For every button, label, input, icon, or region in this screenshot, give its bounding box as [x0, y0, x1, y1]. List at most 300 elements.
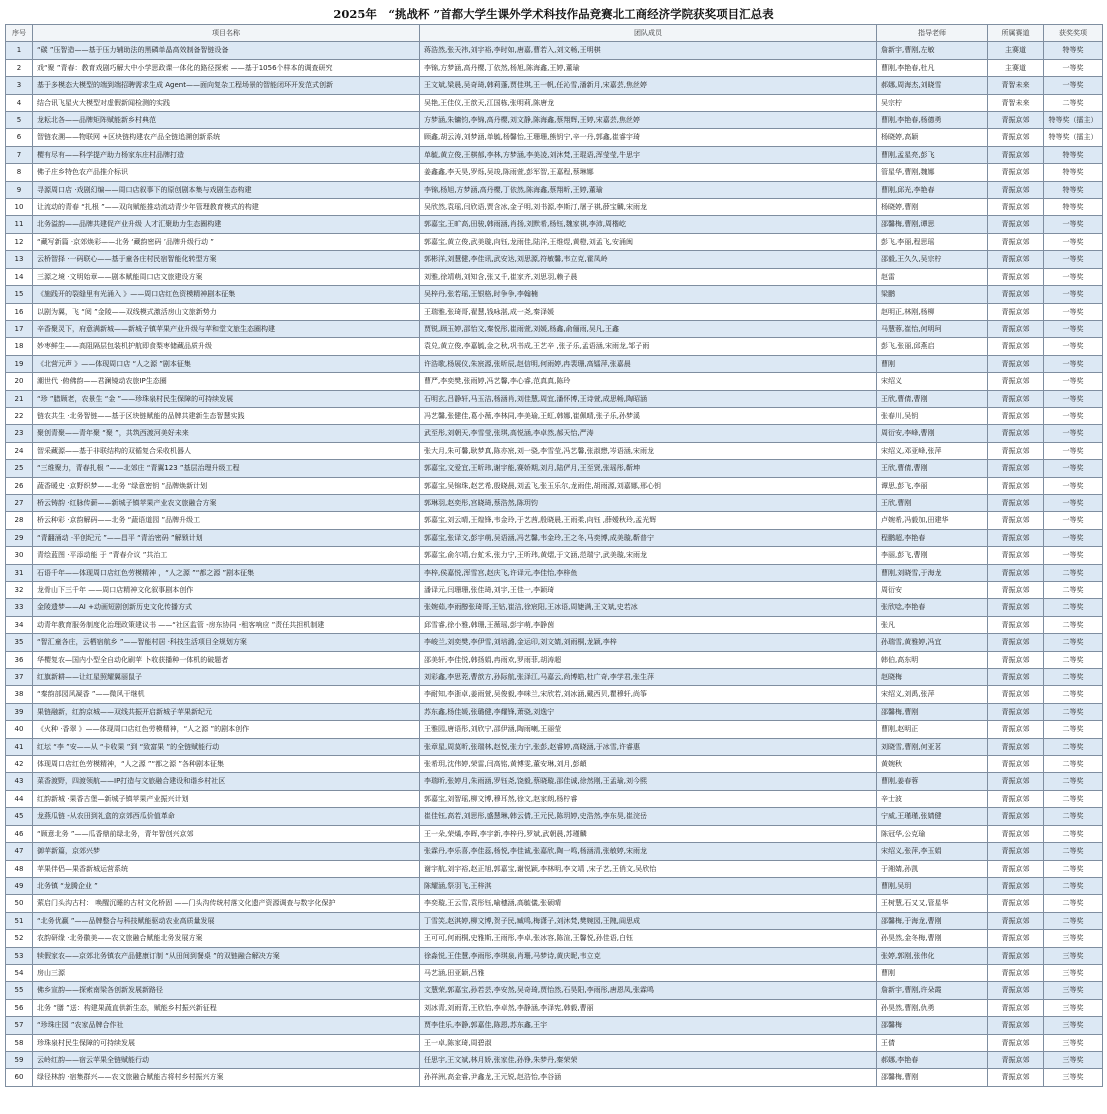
table-row: [6, 460, 1103, 477]
cell-project-name: 龙燕瓜链 -从农田到礼盒的京郊西瓜价值革命: [33, 808, 420, 825]
cell-project-name: 北务 “膳 ”送：构建果蔬直供新生态，赋能乡村振兴新征程: [33, 999, 420, 1016]
cell-track: 青智未来: [988, 94, 1044, 111]
cell-advisors: 宋绍义: [877, 373, 988, 390]
cell-index: 55: [6, 982, 33, 999]
cell-team-members: 李耐知,李浙卓,姜雨萱,吴俊毅,李咪兰,宋欣若,刘冰涵,戴西贝,瞿穆轩,尚筝: [420, 686, 877, 703]
cell-award: 三等奖: [1044, 930, 1103, 947]
cell-team-members: 邵美轩,李佳悦,韩扬娟,冉雨欢,罗雨菲,胡涛超: [420, 651, 877, 668]
cell-award: 一等奖: [1044, 77, 1103, 94]
cell-track: 青振京郊: [988, 268, 1044, 285]
cell-project-name: 珍珠泉村民生保障的可持续发展: [33, 1034, 420, 1051]
cell-index: 20: [6, 373, 33, 390]
cell-advisors: 王欣,曹倩,曹刚: [877, 390, 988, 407]
cell-award: 三等奖: [1044, 1051, 1103, 1068]
cell-track: 青振京郊: [988, 547, 1044, 564]
cell-track: 青智未来: [988, 77, 1044, 94]
cell-award: 一等奖: [1044, 529, 1103, 546]
cell-team-members: 袁兑,黄立俊,李嘉毓,金之秋,巩书成,王艺辛 ,张子乐,孟语涵,宋雨龙,邹子雨: [420, 338, 877, 355]
cell-award: 三等奖: [1044, 1069, 1103, 1086]
cell-project-name: 萦启门头沟古村： 唤醒沉睡的古村文化桥固 ——门头沟传统村落文化遗产资源调查与数字化保护: [33, 895, 420, 912]
cell-award: 三等奖: [1044, 999, 1103, 1016]
cell-award: 一等奖: [1044, 251, 1103, 268]
cell-project-name: 潮世代 ·俯佛韵——君澜镜动农旅IP生态圈: [33, 373, 420, 390]
cell-track: 青振京郊: [988, 1034, 1044, 1051]
cell-project-name: 樱有尽有——科学提产助力杨家东庄村品牌打造: [33, 146, 420, 163]
cell-index: 21: [6, 390, 33, 407]
cell-track: 青振京郊: [988, 529, 1044, 546]
cell-team-members: 文慧荣,郭嘉宝,孙若芸,李安然,吴奇琦,贾怡然,石昊阳,李雨彤,唐恩凤,张霖鸣: [420, 982, 877, 999]
cell-track: 青振京郊: [988, 790, 1044, 807]
cell-award: 一等奖: [1044, 268, 1103, 285]
cell-index: 24: [6, 442, 33, 459]
cell-team-members: 刘彩鑫,李思茺,曹歆方,孙际航,张泽江,马嘉云,尚博皓,杜广奇,李学君,张生萍: [420, 669, 877, 686]
cell-team-members: 王雅园,唐语彤,刘欣宁,邵伊涵,陶雨喇,王丽莹: [420, 721, 877, 738]
cell-award: 二等奖: [1044, 616, 1103, 633]
cell-track: 青振京郊: [988, 233, 1044, 250]
cell-advisors: 邵毅,王久久,吴宗柠: [877, 251, 988, 268]
cell-team-members: 王一卓,陈家琦,周碧淑: [420, 1034, 877, 1051]
cell-project-name: 佛乡宣韵——探索南梁各创新发展新路径: [33, 982, 420, 999]
cell-advisors: 于湘婧,孙凯: [877, 860, 988, 877]
cell-track: 青振京郊: [988, 494, 1044, 511]
cell-project-name: 龙耘北各——品牌矩阵赋能新乡村典范: [33, 112, 420, 129]
cell-advisors: 谭思,彭飞,李丽: [877, 477, 988, 494]
cell-advisors: 张春川,吴钥: [877, 407, 988, 424]
cell-index: 29: [6, 529, 33, 546]
cell-track: 青振京郊: [988, 930, 1044, 947]
cell-index: 53: [6, 947, 33, 964]
cell-project-name: “智汇童各庄，云栖宿航乡 ”——智能村居 ·科技生活项目全规划方案: [33, 634, 420, 651]
cell-award: 一等奖: [1044, 512, 1103, 529]
cell-project-name: 聚创青聚——青年聚 “聚 ”，共筑西渡河美好未来: [33, 425, 420, 442]
cell-advisors: 彭飞,张丽,邱燕启: [877, 338, 988, 355]
cell-advisors: 卢婉希,冯毅加,田建华: [877, 512, 988, 529]
table-row: [6, 877, 1103, 894]
cell-team-members: 贾锐,顾玉婷,邵怡文,秦悦彤,崔雨萱,刘媛,杨鑫,俞俪雨,吴凡,王鑫: [420, 320, 877, 337]
cell-track: 青振京郊: [988, 756, 1044, 773]
cell-track: 青振京郊: [988, 599, 1044, 616]
cell-index: 54: [6, 964, 33, 981]
cell-track: 青振京郊: [988, 895, 1044, 912]
cell-award: 二等奖: [1044, 686, 1103, 703]
cell-project-name: 动青年教育服务制度化治理政策建议书 ——“社区监管 -房东协同 -租客响应 ”责任共担机制建: [33, 616, 420, 633]
cell-project-name: 桥云种彩 ·京韵解码——北务 “蔬语道园 ”品牌升级工: [33, 512, 420, 529]
cell-team-members: 方梦涵,朱镛钧,李锦,高丹樱,刘文静,陈海鑫,蔡翔辉,王婷,宋嘉芸,焦丝婷: [420, 112, 877, 129]
cell-project-name: 桥云铸韵 ·红脉传薪——新城子镇苹果产业农文旅融合方案: [33, 494, 420, 511]
cell-advisors: 黄婉秋: [877, 756, 988, 773]
cell-index: 51: [6, 912, 33, 929]
cell-track: 青振京郊: [988, 703, 1044, 720]
cell-advisors: 宋绍义,邓亚峰,张萍: [877, 442, 988, 459]
cell-track: 青振京郊: [988, 512, 1044, 529]
table-row: [6, 703, 1103, 720]
table-row: [6, 390, 1103, 407]
cell-advisors: 赵晓梅: [877, 669, 988, 686]
cell-advisors: 曹刚,刘晓雪,于海龙: [877, 564, 988, 581]
cell-track: 青振京郊: [988, 982, 1044, 999]
cell-track: 青振京郊: [988, 564, 1044, 581]
cell-track: 青振京郊: [988, 164, 1044, 181]
cell-advisors: 曹刚,姜春蓉: [877, 773, 988, 790]
cell-project-name: 寻源周口店 ·戏剧幻编——周口店叙事下的原创剧本集与戏剧生态构建: [33, 181, 420, 198]
cell-index: 45: [6, 808, 33, 825]
table-row: [6, 756, 1103, 773]
cell-team-members: 冯艺馨,张健佳,葛小薇,李林同,李美瑜,王虹,韩娜,崔佩晴,张子乐,孙梦溪: [420, 407, 877, 424]
cell-index: 8: [6, 164, 33, 181]
cell-team-members: 李梓,侯嘉悦,浑雪宫,赵庆飞,许译元,李佳怡,李梓鱼: [420, 564, 877, 581]
cell-track: 青振京郊: [988, 373, 1044, 390]
cell-team-members: 李锦,方梦涵,高丹樱,丁依然,杨旭,陈海鑫,王婷,董瑜: [420, 59, 877, 76]
cell-team-members: 姜鑫鑫,李天昊,罗烁,吴竣,陈雨萱,彭军智,王嘉程,蔡琳娜: [420, 164, 877, 181]
cell-advisors: 郝娜,周海杰,刘晓雪: [877, 77, 988, 94]
cell-track: 青振京郊: [988, 860, 1044, 877]
table-row: [6, 686, 1103, 703]
cell-index: 41: [6, 738, 33, 755]
cell-index: 56: [6, 999, 33, 1016]
cell-project-name: 蔬香暖史 ·京野织梦——北务 “绿意密钥 ”品牌焕新计划: [33, 477, 420, 494]
cell-team-members: 曹严,李奕樊,张雨婷,冯艺馨,李心睿,范真真,陈玲: [420, 373, 877, 390]
table-row: [6, 912, 1103, 929]
cell-award: 一等奖: [1044, 355, 1103, 372]
cell-track: 青振京郊: [988, 303, 1044, 320]
cell-award: 二等奖: [1044, 756, 1103, 773]
cell-advisors: 张欣唸,李艳春: [877, 599, 988, 616]
cell-project-name: 戏“聚 ”青春：教育戏剧巧解大中小学思政课一体化的路径探索 ——基于1056个样本的调查研究: [33, 59, 420, 76]
cell-award: 二等奖: [1044, 669, 1103, 686]
cell-project-name: 佛子庄乡特色农产品推介标识: [33, 164, 420, 181]
cell-project-name: “秦韵部园风凝香 ”——微风干继机: [33, 686, 420, 703]
table-row: [6, 303, 1103, 320]
cell-index: 23: [6, 425, 33, 442]
table-row: [6, 494, 1103, 511]
table-row: [6, 425, 1103, 442]
table-row: [6, 808, 1103, 825]
cell-project-name: 云岭红韵——宿云苹果全链赋能行动: [33, 1051, 420, 1068]
cell-track: 青振京郊: [988, 181, 1044, 198]
cell-advisors: 孙瑞雪,黄雅婷,冯宜: [877, 634, 988, 651]
cell-team-members: 邱雪睿,徐小雅,韩珊,王薇瑶,彭宇萌,李静茵: [420, 616, 877, 633]
table-row: [6, 477, 1103, 494]
cell-team-members: 刘冰青,刘雨青,王欣怡,李卓然,李静涵,李泽宪,韩毅,曹丽: [420, 999, 877, 1016]
cell-project-name: 犊假家农——京郊北务镇农产品健康订制 “从田间到餐桌 ”的双链融合解决方案: [33, 947, 420, 964]
cell-award: 一等奖: [1044, 320, 1103, 337]
table-row: [6, 738, 1103, 755]
cell-track: 青振京郊: [988, 425, 1044, 442]
table-row: [6, 1017, 1103, 1034]
cell-team-members: 贾李佳乐,李静,郭嘉佳,陈恩,苏东鑫,王宇: [420, 1017, 877, 1034]
cell-track: 青振京郊: [988, 634, 1044, 651]
col-header-index: 序号: [6, 25, 33, 42]
cell-team-members: 张婉茹,李雨醇张琦哥,王钻,崔洁,徐宸阳,王冰语,周婕满,王文斌,史若冰: [420, 599, 877, 616]
cell-project-name: 北务溢韵——品牌共建促产业升级 人才汇聚助力生态圈构建: [33, 216, 420, 233]
cell-award: 一等奖: [1044, 425, 1103, 442]
cell-track: 青振京郊: [988, 877, 1044, 894]
cell-award: 二等奖: [1044, 721, 1103, 738]
cell-team-members: 张霖丹,李乐喜,李佳蕊,杨悦,李佳诚,张嘉欣,陶一鸣,杨涵清,张敏婷,宋雨龙: [420, 843, 877, 860]
cell-award: 特等奖: [1044, 42, 1103, 59]
table-row: [6, 790, 1103, 807]
cell-advisors: 宁威,王瑾瑾,张婧健: [877, 808, 988, 825]
cell-track: 青振京郊: [988, 286, 1044, 303]
page-title: 2025年 “挑战杯 ”首都大学生课外学术科技作品竞赛北工商经济学院获奖项目汇总表: [333, 7, 774, 21]
cell-index: 48: [6, 860, 33, 877]
table-row: [6, 199, 1103, 216]
cell-team-members: 郭琳羽,赵奕彤,宫晓琦,蔡浩然,陈玥钧: [420, 494, 877, 511]
cell-track: 青振京郊: [988, 407, 1044, 424]
table-row: [6, 964, 1103, 981]
table-row: [6, 320, 1103, 337]
table-row: [6, 773, 1103, 790]
cell-award: 二等奖: [1044, 790, 1103, 807]
cell-project-name: 房山三源: [33, 964, 420, 981]
table-row: [6, 721, 1103, 738]
cell-advisors: 赵明正,林刚,杨柳: [877, 303, 988, 320]
cell-advisors: 王倩: [877, 1034, 988, 1051]
cell-team-members: 郭嘉宝,黄立俊,武美璇,向钰,龙雨佳,陆洋,王维煜,黄橙,刘孟飞,安涌闽: [420, 233, 877, 250]
table-row: [6, 442, 1103, 459]
cell-track: 青振京郊: [988, 355, 1044, 372]
cell-award: 二等奖: [1044, 825, 1103, 842]
cell-track: 青振京郊: [988, 651, 1044, 668]
table-row: [6, 59, 1103, 76]
cell-award: 特等奖（擂主）: [1044, 112, 1103, 129]
cell-team-members: 武至彤,刘朝天,李雪莹,张琪,高悦涵,李卓然,郝天怡,严涛: [420, 425, 877, 442]
cell-project-name: “碳 ”压智造——基于压力辅助法的黑磷单晶高效制备智链设备: [33, 42, 420, 59]
cell-track: 青振京郊: [988, 112, 1044, 129]
cell-index: 37: [6, 669, 33, 686]
cell-index: 44: [6, 790, 33, 807]
cell-team-members: 张大月,朱可馨,耿梦真,陈亦宸,刘一骁,李雪莹,冯艺馨,张淑懋,岑语涵,宋雨龙: [420, 442, 877, 459]
cell-track: 青振京郊: [988, 721, 1044, 738]
cell-index: 28: [6, 512, 33, 529]
table-row: [6, 843, 1103, 860]
table-row: [6, 146, 1103, 163]
cell-award: 二等奖: [1044, 877, 1103, 894]
table-row: [6, 564, 1103, 581]
cell-advisors: 赵雷: [877, 268, 988, 285]
cell-project-name: 华樱复农—国内小型全自动化刷苹 卜收获播种一体机的破题者: [33, 651, 420, 668]
cell-advisors: 程鹏超,李艳春: [877, 529, 988, 546]
cell-index: 58: [6, 1034, 33, 1051]
cell-index: 6: [6, 129, 33, 146]
cell-project-name: 农韵研缘 ·北务徽美——农文旅融合赋能北务发展方案: [33, 930, 420, 947]
table-row: [6, 669, 1103, 686]
cell-track: 青振京郊: [988, 773, 1044, 790]
col-header-award: 获奖奖项: [1044, 25, 1103, 42]
cell-advisors: 曹刚,李艳春,杜凡: [877, 59, 988, 76]
cell-award: 二等奖: [1044, 582, 1103, 599]
cell-award: 一等奖: [1044, 338, 1103, 355]
cell-index: 16: [6, 303, 33, 320]
cell-advisors: 宋绍义,张萍,李玉娟: [877, 843, 988, 860]
cell-advisors: 曹刚,孟星亮,彭飞: [877, 146, 988, 163]
table-row: [6, 599, 1103, 616]
cell-advisors: 宋绍义,刘禹,张萍: [877, 686, 988, 703]
cell-index: 34: [6, 616, 33, 633]
cell-advisors: 詹新宇,曹刚,许朵霞: [877, 982, 988, 999]
document: [5, 4, 1102, 1087]
table-row: [6, 233, 1103, 250]
cell-team-members: 张章星,周莫昕,张瑞林,赵悦,张力宁,张彭,赵睿婷,高晓涵,于冰雪,许睿惠: [420, 738, 877, 755]
cell-index: 5: [6, 112, 33, 129]
cell-track: 青振京郊: [988, 912, 1044, 929]
cell-project-name: 《火种 ·香翠 》——体现周口店红色劳模精神，“人之源 ”的剧本创作: [33, 721, 420, 738]
table-row: [6, 129, 1103, 146]
cell-track: 青振京郊: [988, 129, 1044, 146]
cell-award: 一等奖: [1044, 390, 1103, 407]
cell-project-name: 龙骨山下三千年 ——周口店精神文化叙事剧本创作: [33, 582, 420, 599]
cell-team-members: 郭嘉宝,张译文,彭宇萌,吴语涵,冯艺馨,韦金玲,王之冬,马奕博,成美璇,靳普宁: [420, 529, 877, 546]
cell-track: 青振京郊: [988, 216, 1044, 233]
cell-track: 青振京郊: [988, 825, 1044, 842]
cell-track: 青振京郊: [988, 1069, 1044, 1086]
table-row: [6, 355, 1103, 372]
cell-team-members: 陈耀涵,祭羽飞,王梓淇: [420, 877, 877, 894]
cell-award: 一等奖: [1044, 59, 1103, 76]
cell-project-name: 三源之境 ·文明始章——剧本赋能周口店文旅建设方案: [33, 268, 420, 285]
table-row: [6, 860, 1103, 877]
cell-advisors: 彭飞,李丽,程思瑶: [877, 233, 988, 250]
cell-advisors: 韩伯,高东明: [877, 651, 988, 668]
cell-project-name: 红坛 “李 ”安——从 “卡收果 ”到 “致富果 ”的全链赋能行动: [33, 738, 420, 755]
table-row: [6, 1034, 1103, 1051]
cell-award: 二等奖: [1044, 912, 1103, 929]
table-row: [6, 895, 1103, 912]
cell-award: 一等奖: [1044, 233, 1103, 250]
cell-track: 青振京郊: [988, 616, 1044, 633]
cell-advisors: 邵馨梅,曹刚: [877, 703, 988, 720]
cell-team-members: 王一朵,荣燏,李晖,李宇新,李梓丹,罗斌,武朝晨,苏瑾麟: [420, 825, 877, 842]
cell-team-members: 刘雅,徐靖萌,刘知含,张又千,崔家齐,刘思羽,赖子晨: [420, 268, 877, 285]
cell-index: 4: [6, 94, 33, 111]
table-row: [6, 164, 1103, 181]
cell-team-members: 郭嘉宝,王旷高,田骏,韩雨涵,肖扬,刘默希,杨钰,魏家祺,李沛,周楷屹: [420, 216, 877, 233]
cell-team-members: 孙祥洲,高金睿,尹鑫龙,王元锐,赵浩怡,李谷涵: [420, 1069, 877, 1086]
cell-advisors: 刘晓雪,曹刚,何亚茗: [877, 738, 988, 755]
cell-team-members: 王瑞雅,张琦哥,翟慧,钱咏湛,成一尧,秦泽媛: [420, 303, 877, 320]
cell-advisors: 杨晓婷,高颖: [877, 129, 988, 146]
cell-award: 三等奖: [1044, 1017, 1103, 1034]
col-header-members: 团队成员: [420, 25, 877, 42]
table-row: [6, 373, 1103, 390]
cell-track: 主赛道: [988, 59, 1044, 76]
cell-project-name: 绿径林韵 ·宿集群兴——农文旅融合赋能古将村乡村振兴方案: [33, 1069, 420, 1086]
award-table: [5, 24, 1103, 1087]
cell-award: 一等奖: [1044, 442, 1103, 459]
table-row: [6, 407, 1103, 424]
cell-award: 一等奖: [1044, 373, 1103, 390]
table-row: [6, 582, 1103, 599]
table-body: [6, 42, 1103, 1086]
cell-team-members: 王文斌,梁晨,吴奇琦,韩莉蓬,贾佳琪,王一帆,任沁雪,潘新月,宋嘉芸,焦丝婷: [420, 77, 877, 94]
cell-track: 青振京郊: [988, 964, 1044, 981]
cell-project-name: 智链农溯——物联网 +区块链构建农产品全链追溯创新系统: [33, 129, 420, 146]
cell-project-name: “青翻涌动 ·平创纪元 ”——昌平 “青治密码 ”解锁计划: [33, 529, 420, 546]
cell-index: 36: [6, 651, 33, 668]
cell-index: 22: [6, 407, 33, 424]
cell-track: 青振京郊: [988, 146, 1044, 163]
cell-index: 31: [6, 564, 33, 581]
cell-advisors: 辛士波: [877, 790, 988, 807]
cell-award: 二等奖: [1044, 860, 1103, 877]
cell-index: 39: [6, 703, 33, 720]
cell-project-name: 红韵新城 ·果香古堡—新城子镇苹果产业振兴计划: [33, 790, 420, 807]
cell-award: 三等奖: [1044, 964, 1103, 981]
cell-team-members: 许浩歌,杨展仪,朱宸源,张昕辰,赵信明,何雨婷,冉裴珊,高镭萍,张嘉晨: [420, 355, 877, 372]
cell-project-name: “北务优赢 ”——品牌整合与科技赋能驱动农业高质量发展: [33, 912, 420, 929]
cell-advisors: 曹刚: [877, 355, 988, 372]
cell-index: 43: [6, 773, 33, 790]
cell-index: 57: [6, 1017, 33, 1034]
cell-team-members: 马艺涵,田亚颖,吕雅: [420, 964, 877, 981]
cell-project-name: 结合讯飞星火大模型对虚假新闻检测的实践: [33, 94, 420, 111]
cell-project-name: 石语千年——体现周口店红色劳模精神 ，“人之源 ”“都之源 ”剧本征集: [33, 564, 420, 581]
cell-advisors: 王树慧,石又又,管星华: [877, 895, 988, 912]
cell-team-members: 苏东鑫,杨佳媛,张璐健,李耀锋,萧骁,刘逸宁: [420, 703, 877, 720]
table-row: [6, 529, 1103, 546]
cell-award: 二等奖: [1044, 843, 1103, 860]
cell-advisors: 王欣,曹刚: [877, 494, 988, 511]
cell-advisors: 陈冠华,公克瑜: [877, 825, 988, 842]
table-row: [6, 42, 1103, 59]
cell-award: 一等奖: [1044, 407, 1103, 424]
cell-index: 26: [6, 477, 33, 494]
cell-track: 青振京郊: [988, 477, 1044, 494]
col-header-track: 所属赛道: [988, 25, 1044, 42]
cell-team-members: 石明玄,吕静轩,马玉洁,杨涵肖,刘佳慧,周宜,潘怀博,王诗萱,成思畅,陶昭涵: [420, 390, 877, 407]
cell-advisors: 张婷,郭刚,张伟化: [877, 947, 988, 964]
table-row: [6, 947, 1103, 964]
cell-award: 二等奖: [1044, 599, 1103, 616]
cell-team-members: 张希玥,沈伟婷,荣雷,闫高铭,黄博雯,董安琳,刘月,彭頔: [420, 756, 877, 773]
cell-track: 青振京郊: [988, 460, 1044, 477]
cell-project-name: 果链融新，红韵京城——双线共振开启新城子苹果新纪元: [33, 703, 420, 720]
cell-track: 青振京郊: [988, 738, 1044, 755]
cell-project-name: 链农共生 ·北务智链——基于区块链赋能的品牌共建新生态智慧实践: [33, 407, 420, 424]
cell-project-name: 北务镇 “龙腾企业 ”: [33, 877, 420, 894]
table-row: [6, 286, 1103, 303]
table-row: [6, 825, 1103, 842]
cell-award: 一等奖: [1044, 547, 1103, 564]
cell-team-members: 潘译元,闫珊珊,张佳琦,刘宇,王佳一,李颖琦: [420, 582, 877, 599]
cell-advisors: 郝娜,李艳春: [877, 1051, 988, 1068]
cell-project-name: “藏写新篇 ·京郊焕彩——北务 ‘藏韵密码 ’品牌升级行动 ”: [33, 233, 420, 250]
table-row: [6, 616, 1103, 633]
cell-track: 青振京郊: [988, 390, 1044, 407]
cell-index: 9: [6, 181, 33, 198]
cell-award: 特等奖: [1044, 199, 1103, 216]
cell-index: 1: [6, 42, 33, 59]
table-row: [6, 94, 1103, 111]
cell-team-members: 崔佳钰,高若,刘思彤,盛慧琳,韩云倩,王元民,陈玥婷,史浩然,李东昊,崔浣岳: [420, 808, 877, 825]
cell-award: 二等奖: [1044, 94, 1103, 111]
cell-track: 青振京郊: [988, 999, 1044, 1016]
cell-award: 二等奖: [1044, 808, 1103, 825]
cell-index: 10: [6, 199, 33, 216]
cell-award: 二等奖: [1044, 703, 1103, 720]
cell-index: 15: [6, 286, 33, 303]
cell-index: 27: [6, 494, 33, 511]
cell-team-members: 蒋浩然,张天祎,刘宇裕,李时如,唐嘉,曹若入,刘文畅,王明棋: [420, 42, 877, 59]
cell-team-members: 李奕璇,王云雪,袁彤钰,喻穗涵,高毓儀,张硕晴: [420, 895, 877, 912]
cell-index: 40: [6, 721, 33, 738]
cell-award: 三等奖: [1044, 982, 1103, 999]
cell-advisors: 孙昊然,金冬梅,曹刚: [877, 930, 988, 947]
cell-advisors: 曹刚,赵明正: [877, 721, 988, 738]
cell-index: 60: [6, 1069, 33, 1086]
cell-award: 三等奖: [1044, 947, 1103, 964]
cell-team-members: 李峻兰,刘奕樊,李伊雪,刘培潞,金运印,刘文婧,刘雨桐,龙颖,李梓: [420, 634, 877, 651]
